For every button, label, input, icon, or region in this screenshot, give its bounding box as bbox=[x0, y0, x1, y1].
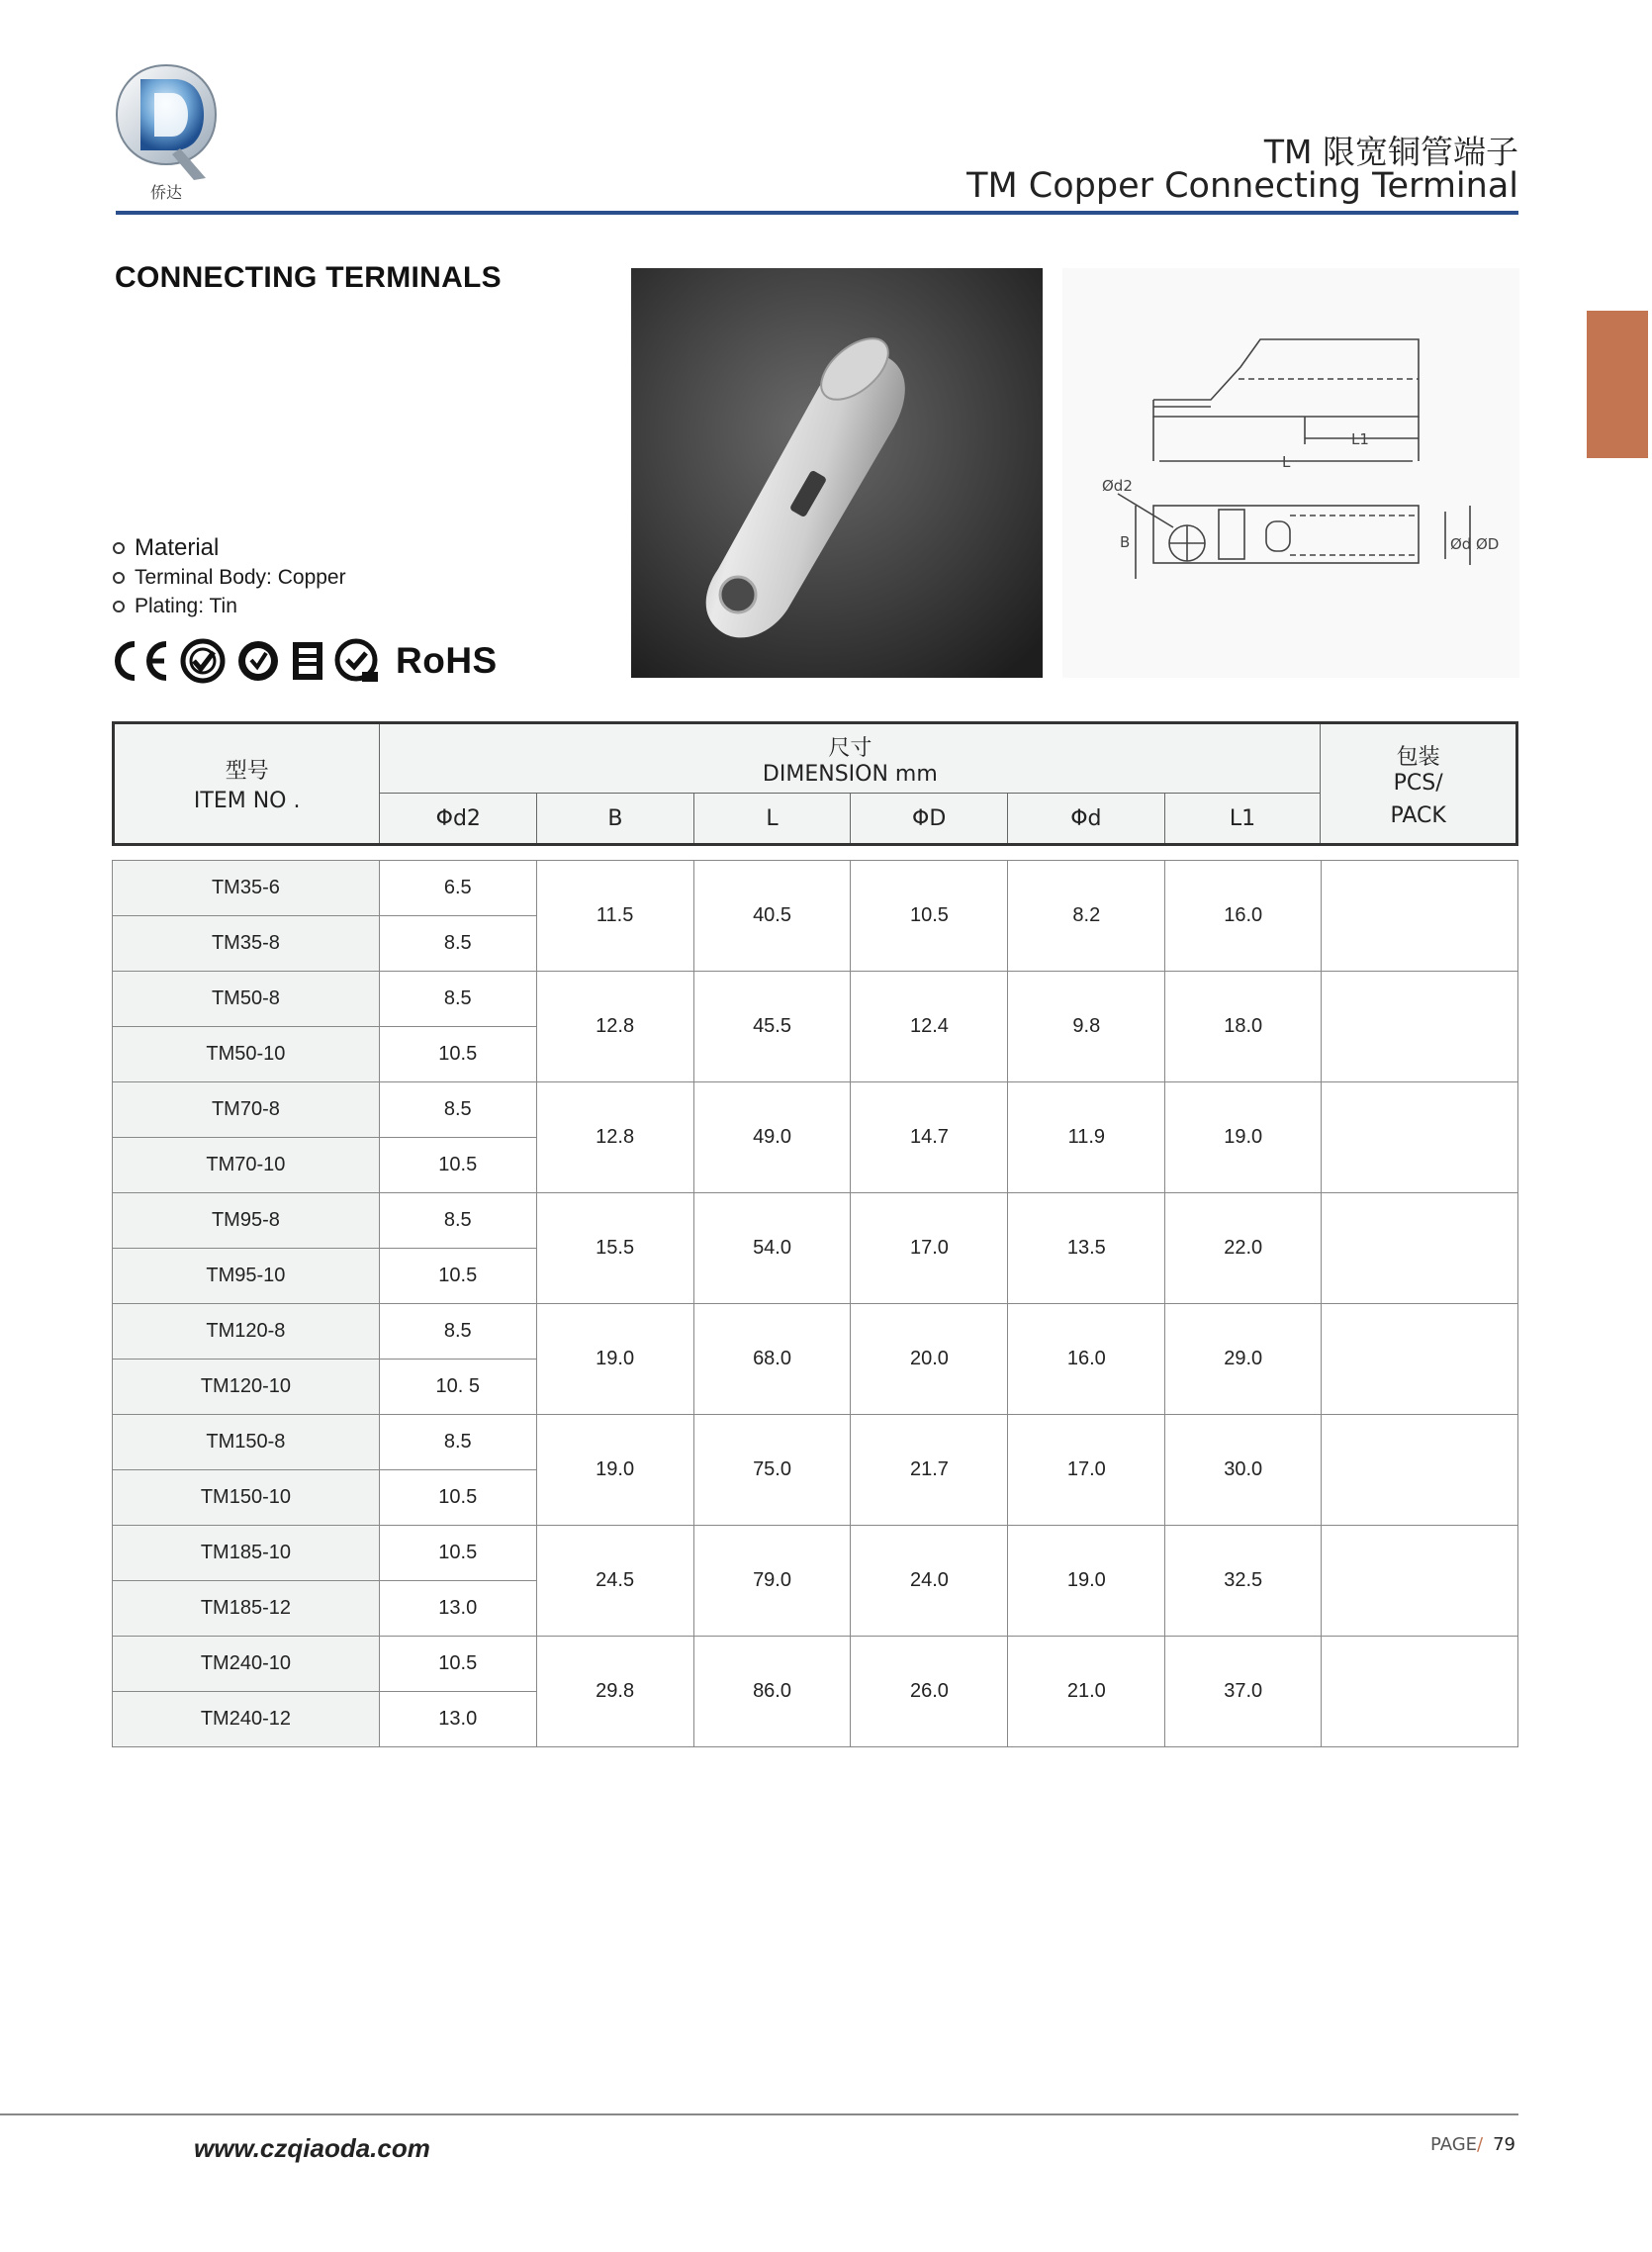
dimension-header bbox=[380, 723, 1321, 794]
pack-cell bbox=[1322, 1304, 1518, 1415]
dd-cell: 12.4 bbox=[851, 972, 1008, 1082]
drawing-label-dd: ØD bbox=[1476, 535, 1500, 553]
terminal-body-info bbox=[113, 566, 346, 590]
table-row bbox=[113, 1637, 1518, 1692]
d2-cell: 8.5 bbox=[379, 1415, 536, 1470]
dd-cell: 21.7 bbox=[851, 1415, 1008, 1526]
pack-header bbox=[1321, 723, 1517, 845]
technical-drawing bbox=[1062, 268, 1519, 678]
l1-cell: 22.0 bbox=[1165, 1193, 1322, 1304]
quality-mark-icon bbox=[291, 638, 324, 684]
d2-cell: 10. 5 bbox=[379, 1360, 536, 1415]
section-heading: CONNECTING TERMINALS bbox=[115, 261, 502, 294]
item-no-cell: TM35-8 bbox=[113, 916, 380, 972]
b-cell: 29.8 bbox=[536, 1637, 693, 1747]
l-cell: 79.0 bbox=[693, 1526, 851, 1637]
pack-cell bbox=[1322, 1526, 1518, 1637]
table-row bbox=[113, 1082, 1518, 1138]
d2-cell: 8.5 bbox=[379, 1193, 536, 1249]
table-row bbox=[113, 1304, 1518, 1360]
dimension-header-cn: 尺寸 bbox=[828, 735, 872, 761]
l1-cell: 30.0 bbox=[1165, 1415, 1322, 1526]
column-header-d2: Φd2 bbox=[380, 794, 537, 845]
item-no-cell: TM50-10 bbox=[113, 1027, 380, 1082]
d-cell: 13.5 bbox=[1008, 1193, 1165, 1304]
dd-cell: 17.0 bbox=[851, 1193, 1008, 1304]
table-row bbox=[113, 972, 1518, 1027]
l1-cell: 16.0 bbox=[1165, 861, 1322, 972]
page-indicator bbox=[1430, 2134, 1515, 2155]
item-no-cell: TM70-10 bbox=[113, 1138, 380, 1193]
d-cell: 19.0 bbox=[1008, 1526, 1165, 1637]
drawing-label-l: L bbox=[1282, 453, 1291, 471]
d-cell: 11.9 bbox=[1008, 1082, 1165, 1193]
bullet-icon bbox=[113, 572, 125, 584]
l1-cell: 18.0 bbox=[1165, 972, 1322, 1082]
pack-header-en-1: PCS/ bbox=[1393, 770, 1443, 796]
b-cell: 19.0 bbox=[536, 1304, 693, 1415]
item-no-cell: TM150-8 bbox=[113, 1415, 380, 1470]
drawing-label-d2: Ød2 bbox=[1102, 477, 1133, 495]
page-label: PAGE bbox=[1430, 2134, 1478, 2155]
b-cell: 11.5 bbox=[536, 861, 693, 972]
l-cell: 68.0 bbox=[693, 1304, 851, 1415]
pack-cell bbox=[1322, 1082, 1518, 1193]
pack-cell bbox=[1322, 861, 1518, 972]
l1-cell: 19.0 bbox=[1165, 1082, 1322, 1193]
item-no-header-en: ITEM NO . bbox=[193, 789, 301, 813]
sgs-mark-icon bbox=[334, 638, 380, 684]
d-cell: 16.0 bbox=[1008, 1304, 1165, 1415]
b-cell: 19.0 bbox=[536, 1415, 693, 1526]
l-cell: 49.0 bbox=[693, 1082, 851, 1193]
pack-cell bbox=[1322, 1637, 1518, 1747]
column-header-d: Φd bbox=[1008, 794, 1165, 845]
bullet-icon bbox=[113, 601, 125, 612]
dd-cell: 10.5 bbox=[851, 861, 1008, 972]
d2-cell: 10.5 bbox=[379, 1249, 536, 1304]
item-no-header-cn: 型号 bbox=[225, 759, 269, 784]
l1-cell: 32.5 bbox=[1165, 1526, 1322, 1637]
footer-divider bbox=[0, 2113, 1518, 2115]
item-no-cell: TM240-10 bbox=[113, 1637, 380, 1692]
item-no-cell: TM50-8 bbox=[113, 972, 380, 1027]
pack-cell bbox=[1322, 1415, 1518, 1526]
page-title-english: TM Copper Connecting Terminal bbox=[966, 166, 1518, 206]
column-header-l: L bbox=[693, 794, 851, 845]
pack-header-en-2: PACK bbox=[1390, 802, 1446, 828]
page-number: 79 bbox=[1493, 2134, 1516, 2155]
company-logo bbox=[111, 61, 222, 204]
d2-cell: 8.5 bbox=[379, 916, 536, 972]
column-header-l1: L1 bbox=[1164, 794, 1321, 845]
table-row bbox=[113, 861, 1518, 916]
bullet-icon bbox=[113, 542, 125, 554]
header-divider bbox=[116, 211, 1518, 215]
logo-text: 侨达 bbox=[149, 183, 183, 202]
d-cell: 17.0 bbox=[1008, 1415, 1165, 1526]
material-info bbox=[113, 534, 219, 562]
pack-cell bbox=[1322, 972, 1518, 1082]
item-no-cell: TM185-10 bbox=[113, 1526, 380, 1581]
l1-cell: 37.0 bbox=[1165, 1637, 1322, 1747]
drawing-label-d: Ød bbox=[1450, 535, 1472, 553]
item-no-cell: TM95-10 bbox=[113, 1249, 380, 1304]
plating-text: Plating: Tin bbox=[135, 595, 237, 617]
page-title-chinese: TM 限宽铜管端子 bbox=[1263, 133, 1518, 171]
drawing-label-b: B bbox=[1120, 533, 1131, 551]
b-cell: 12.8 bbox=[536, 972, 693, 1082]
d2-cell: 10.5 bbox=[379, 1138, 536, 1193]
item-no-header bbox=[114, 723, 380, 845]
l1-cell: 29.0 bbox=[1165, 1304, 1322, 1415]
spec-table-body bbox=[112, 860, 1518, 1747]
website-link[interactable]: www.czqiaoda.com bbox=[194, 2133, 430, 2163]
material-label: Material bbox=[135, 534, 220, 561]
l-cell: 54.0 bbox=[693, 1193, 851, 1304]
item-no-cell: TM35-6 bbox=[113, 861, 380, 916]
d2-cell: 8.5 bbox=[379, 1082, 536, 1138]
d-cell: 8.2 bbox=[1008, 861, 1165, 972]
certification-row bbox=[109, 635, 498, 687]
dimension-header-en: DIMENSION mm bbox=[762, 761, 938, 787]
d-cell: 21.0 bbox=[1008, 1637, 1165, 1747]
l-cell: 45.5 bbox=[693, 972, 851, 1082]
d-cell: 9.8 bbox=[1008, 972, 1165, 1082]
d2-cell: 10.5 bbox=[379, 1637, 536, 1692]
b-cell: 12.8 bbox=[536, 1082, 693, 1193]
rohs-mark: RoHS bbox=[396, 640, 498, 681]
section-side-tab bbox=[1587, 311, 1648, 458]
cqc-mark-icon bbox=[235, 638, 281, 684]
b-cell: 24.5 bbox=[536, 1526, 693, 1637]
pack-cell bbox=[1322, 1193, 1518, 1304]
plating-info bbox=[113, 595, 237, 618]
ce-mark-icon bbox=[109, 638, 170, 684]
column-header-b: B bbox=[537, 794, 694, 845]
dd-cell: 24.0 bbox=[851, 1526, 1008, 1637]
page-slash: / bbox=[1477, 2134, 1484, 2155]
item-no-cell: TM70-8 bbox=[113, 1082, 380, 1138]
d2-cell: 8.5 bbox=[379, 972, 536, 1027]
item-no-cell: TM95-8 bbox=[113, 1193, 380, 1249]
table-row bbox=[113, 1415, 1518, 1470]
item-no-cell: TM185-12 bbox=[113, 1581, 380, 1637]
table-row bbox=[113, 1193, 1518, 1249]
pack-header-cn: 包装 bbox=[1396, 744, 1440, 770]
dd-cell: 14.7 bbox=[851, 1082, 1008, 1193]
l-cell: 86.0 bbox=[693, 1637, 851, 1747]
d2-cell: 6.5 bbox=[379, 861, 536, 916]
d2-cell: 10.5 bbox=[379, 1027, 536, 1082]
drawing-label-l1: L1 bbox=[1351, 430, 1369, 448]
b-cell: 15.5 bbox=[536, 1193, 693, 1304]
d2-cell: 13.0 bbox=[379, 1692, 536, 1747]
dd-cell: 20.0 bbox=[851, 1304, 1008, 1415]
spec-table-header bbox=[112, 721, 1518, 846]
dd-cell: 26.0 bbox=[851, 1637, 1008, 1747]
d2-cell: 8.5 bbox=[379, 1304, 536, 1360]
d2-cell: 10.5 bbox=[379, 1470, 536, 1526]
d2-cell: 13.0 bbox=[379, 1581, 536, 1637]
table-row bbox=[113, 1526, 1518, 1581]
d2-cell: 10.5 bbox=[379, 1526, 536, 1581]
product-photo bbox=[631, 268, 1043, 678]
ccc-mark-icon bbox=[180, 638, 226, 684]
column-header-dd: ΦD bbox=[851, 794, 1008, 845]
item-no-cell: TM150-10 bbox=[113, 1470, 380, 1526]
l-cell: 40.5 bbox=[693, 861, 851, 972]
item-no-cell: TM120-10 bbox=[113, 1360, 380, 1415]
item-no-cell: TM120-8 bbox=[113, 1304, 380, 1360]
terminal-body-text: Terminal Body: Copper bbox=[135, 566, 346, 589]
l-cell: 75.0 bbox=[693, 1415, 851, 1526]
item-no-cell: TM240-12 bbox=[113, 1692, 380, 1747]
